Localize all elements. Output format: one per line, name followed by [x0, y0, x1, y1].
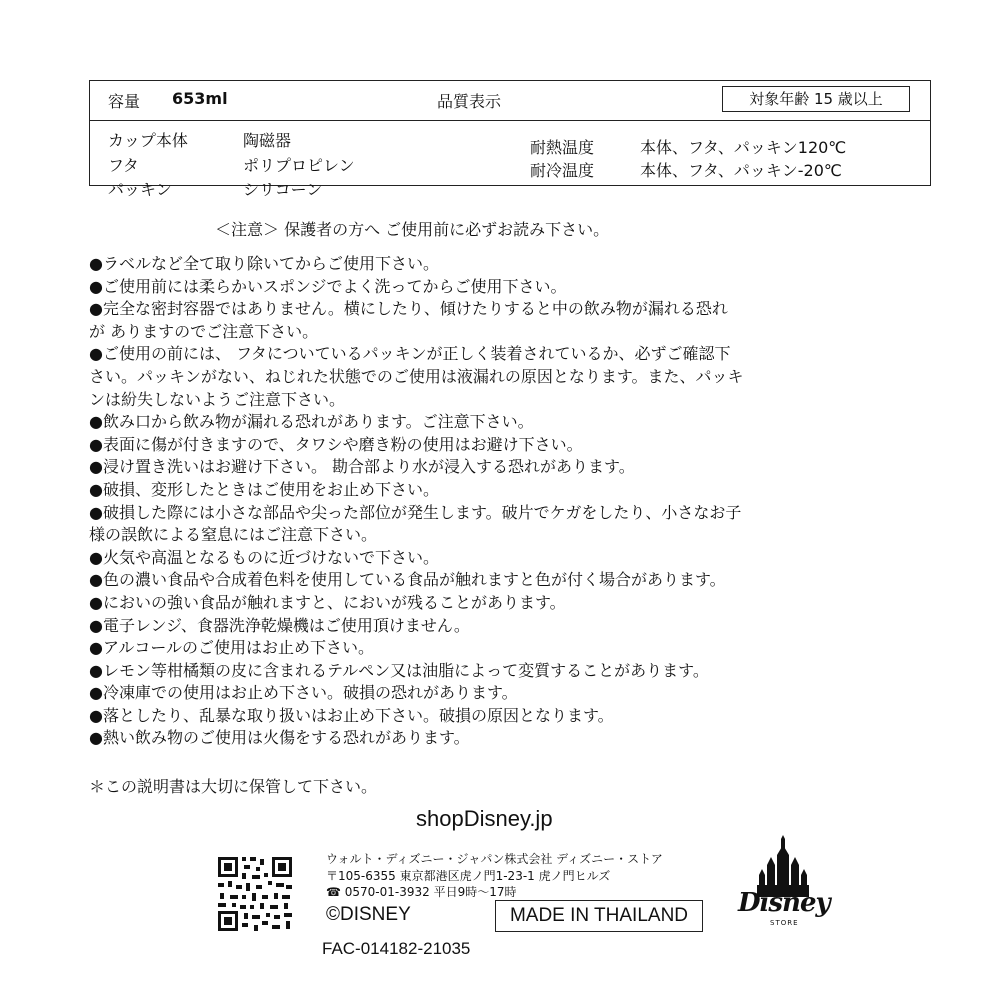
caution-line: ●完全な密封容器ではありません。横にしたり、傾けたりすると中の飲み物が漏れる恐れ: [89, 299, 728, 319]
disney-logo: Disney: [738, 888, 830, 918]
capacity-label: 容量: [108, 92, 141, 111]
capacity-value: 653ml: [172, 89, 228, 108]
company-name: ウォルト・ディズニー・ジャパン株式会社 ディズニー・ストア: [326, 852, 663, 866]
temperature-label: 耐冷温度: [530, 161, 595, 180]
caution-line: ●飲み口から飲み物が漏れる恐れがあります。ご注意下さい。: [89, 412, 534, 432]
product-code: FAC-014182-21035: [322, 939, 471, 958]
material-value: シリコーン: [243, 180, 323, 199]
company-address: 〒105-6355 東京都港区虎ノ門1-23-1 虎ノ門ヒルズ: [326, 869, 611, 883]
qr-code-icon: [216, 855, 294, 933]
caution-line: ンは紛失しないようご注意下さい。: [89, 389, 346, 409]
quality-title: 品質表示: [437, 92, 502, 111]
divider: [90, 120, 930, 121]
caution-line: ●破損した際には小さな部品や尖った部位が発生します。破片でケガをしたり、小さなお子: [89, 502, 742, 522]
caution-line: ●冷凍庫での使用はお止め下さい。破損の恐れがあります。: [89, 683, 518, 703]
made-in-badge: MADE IN THAILAND: [495, 900, 703, 932]
material-label: カップ本体: [108, 131, 188, 150]
caution-line: ●熱い飲み物のご使用は火傷をする恐れがあります。: [89, 728, 470, 748]
material-value: ポリプロピレン: [243, 156, 355, 175]
caution-line: さい。パッキンがない、ねじれた状態でのご使用は液漏れの原因となります。また、パッキ: [89, 366, 744, 386]
caution-line: ●アルコールのご使用はお止め下さい。: [89, 638, 375, 658]
caution-line: ●色の濃い食品や合成着色料を使用している食品が触れますと色が付く場合があります。: [89, 570, 726, 590]
copyright: ©DISNEY: [326, 904, 411, 925]
temperature-value: 本体、フタ、パッキン120℃: [640, 138, 847, 157]
temperature-label: 耐熱温度: [530, 138, 595, 157]
caution-line: ●ご使用の前には、 フタについているパッキンが正しく装着されているか、必ずご確認下: [89, 344, 731, 364]
caution-line: ●破損、変形したときはご使用をお止め下さい。: [89, 479, 439, 499]
material-label: フタ: [108, 156, 139, 175]
material-value: 陶磁器: [243, 131, 292, 150]
caution-line: ●ご使用前には柔らかいスポンジでよく洗ってからご使用下さい。: [89, 276, 567, 296]
website-link[interactable]: shopDisney.jp: [416, 806, 553, 831]
caution-heading: ＜注意＞ 保護者の方へ ご使用前に必ずお読み下さい。: [215, 220, 610, 239]
temperature-value: 本体、フタ、パッキン-20℃: [640, 161, 842, 180]
caution-line: ●浸け置き洗いはお避け下さい。 勘合部より水が浸入する恐れがあります。: [89, 457, 635, 477]
caution-line: が ありますのでご注意下さい。: [89, 321, 319, 341]
keep-note: ＊この説明書は大切に保管して下さい。: [89, 777, 378, 796]
caution-list: [89, 253, 931, 750]
caution-line: ●レモン等柑橘類の皮に含まれるテルペン又は油脂によって変質することがあります。: [89, 660, 709, 680]
caution-line: ●ラベルなど全て取り除いてからご使用下さい。: [89, 254, 439, 273]
company-phone: ☎ 0570-01-3932 平日9時～17時: [326, 885, 517, 899]
caution-line: ●落としたり、乱暴な取り扱いはお止め下さい。破損の原因となります。: [89, 705, 614, 725]
age-notice: 対象年齢 15 歳以上: [722, 86, 910, 112]
store-label: STORE: [770, 919, 799, 927]
caution-line: ●においの強い食品が触れますと、においが残ることがあります。: [89, 592, 566, 612]
caution-line: ●電子レンジ、食器洗浄乾燥機はご使用頂けません。: [89, 615, 470, 635]
caution-line: ●火気や高温となるものに近づけないで下さい。: [89, 547, 439, 567]
caution-line: ●表面に傷が付きますので、タワシや磨き粉の使用はお避け下さい。: [89, 434, 583, 454]
caution-line: 様の誤飲による窒息にはご注意下さい。: [89, 525, 378, 545]
material-label: パッキン: [108, 180, 172, 199]
